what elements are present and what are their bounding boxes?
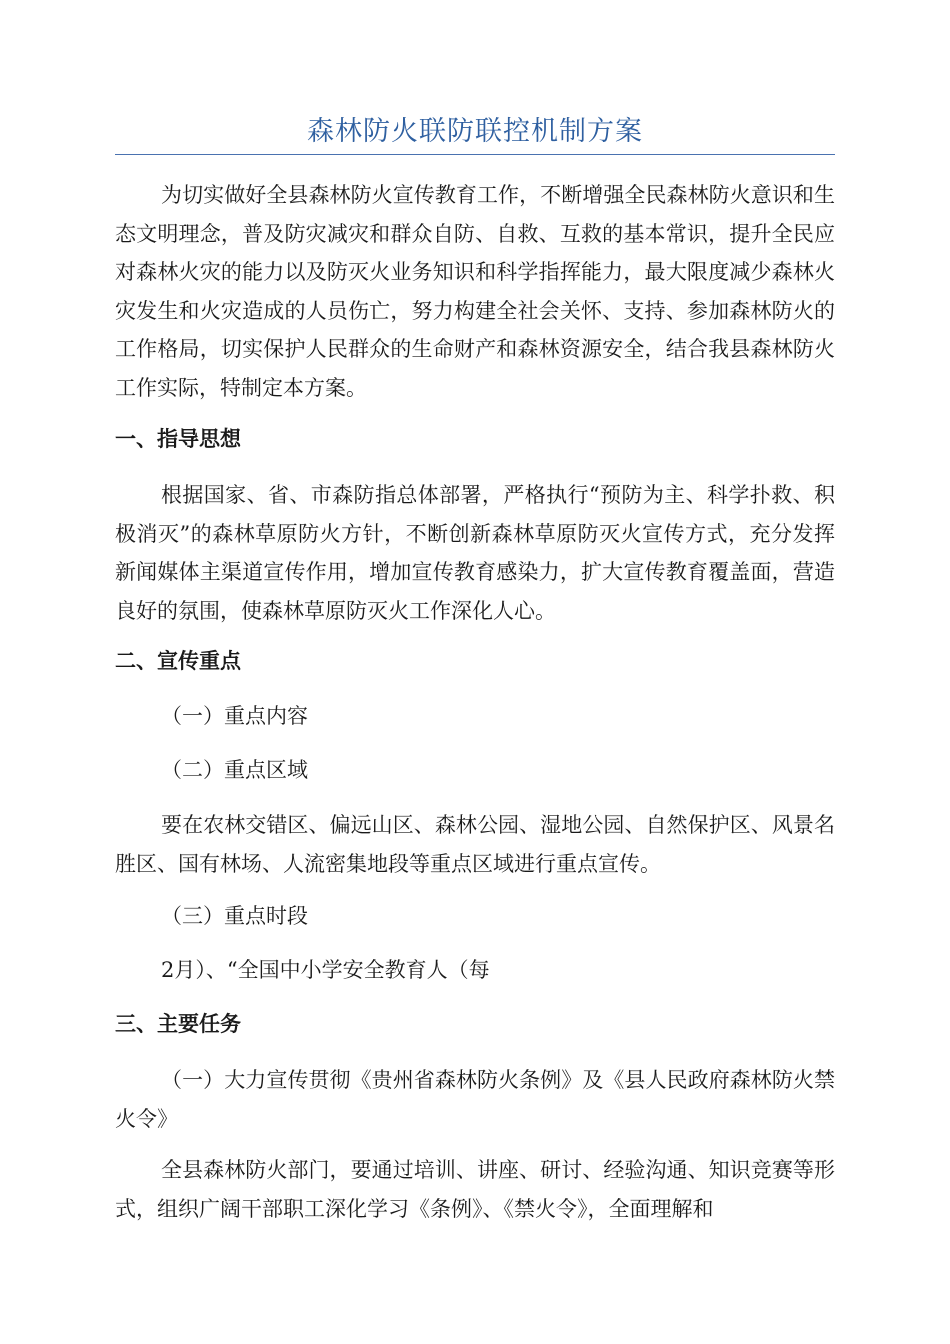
- key-areas-paragraph: 要在农林交错区、偏远山区、森林公园、湿地公园、自然保护区、风景名胜区、国有林场、人流密集地段等重点区域进行重点宣传。: [115, 813, 835, 876]
- subsection-publicize-regulations: （一）大力宣传贯彻《贵州省森林防火条例》及《县人民政府森林防火禁火令》: [115, 1068, 835, 1131]
- subsection-key-areas: （二）重点区域: [161, 758, 308, 782]
- guiding-ideology-paragraph: 根据国家、省、市森防指总体部署，严格执行“预防为主、科学扑救、积极消灭”的森林草原防火方针，不断创新森林草原防灭火宣传方式，充分发挥新闻媒体主渠道宣传作用，增加宣传教育感染力，扩大宣传教育覆盖面，营造良好的氛围，使森林草原防灭火工作深化人心。: [115, 483, 835, 623]
- key-periods-paragraph: 2月）、“全国中小学安全教育人（每: [161, 958, 490, 982]
- subsection-key-periods: （三）重点时段: [161, 904, 308, 928]
- section-heading-main-tasks: 三、主要任务: [115, 1012, 241, 1036]
- publicize-regulations-paragraph: 全县森林防火部门，要通过培训、讲座、研讨、经验沟通、知识竞赛等形式，组织广阔干部职工深化学习《条例》、《禁火令》，全面理解和: [115, 1158, 835, 1221]
- title-underline: [115, 154, 835, 155]
- intro-paragraph: 为切实做好全县森林防火宣传教育工作，不断增强全民森林防火意识和生态文明理念，普及防灾减灾和群众自防、自救、互救的基本常识，提升全民应对森林火灾的能力以及防灭火业务知识和科学指挥能力，最大限度减少森林火灾发生和火灾造成的人员伤亡，努力构建全社会关怀、支持、参加森林防火的工作格局，切实保护人民群众的生命财产和森林资源安全，结合我县森林防火工作实际，特制定本方案。: [115, 183, 835, 400]
- document-title: 森林防火联防联控机制方案: [307, 116, 643, 147]
- section-heading-guiding-ideology: 一、指导思想: [115, 427, 241, 451]
- section-heading-publicity-focus: 二、宣传重点: [115, 649, 241, 673]
- subsection-key-content: （一）重点内容: [161, 704, 308, 728]
